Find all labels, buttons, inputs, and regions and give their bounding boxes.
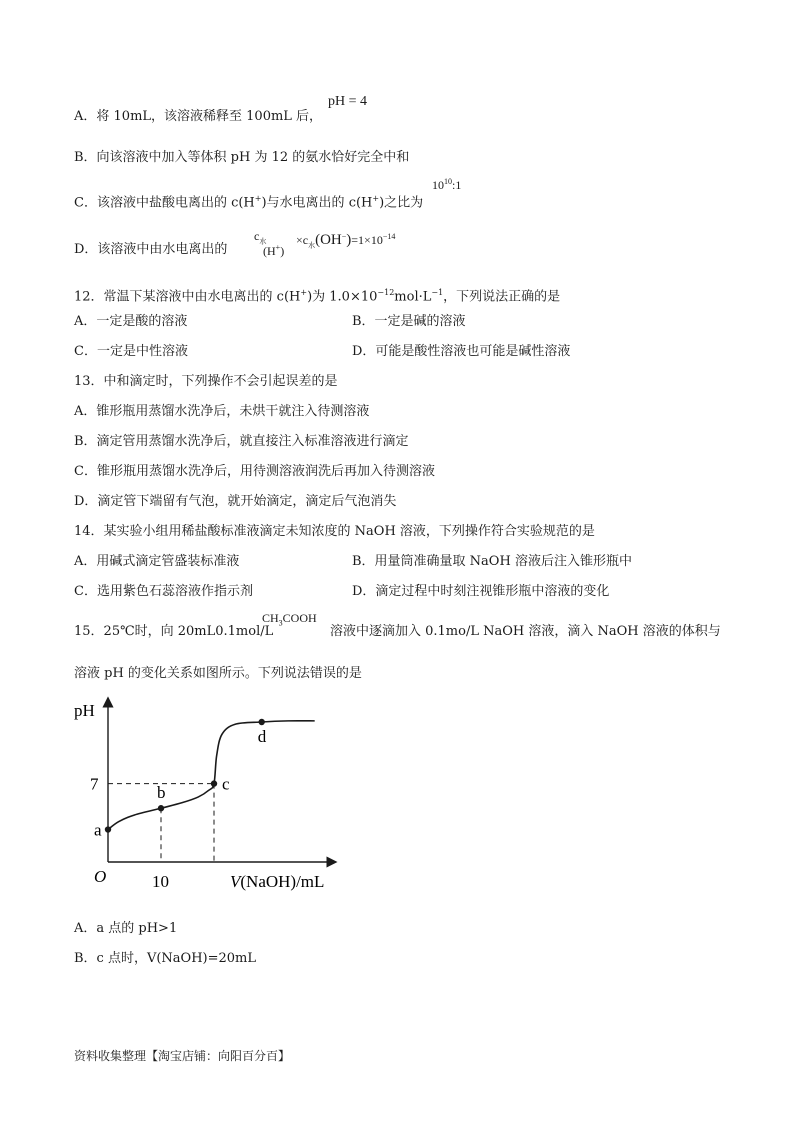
q11-option-a-text: A．将 10mL，该溶液稀释至 100mL 后， <box>74 109 323 124</box>
footer-note: 资料收集整理【淘宝店铺：向阳百分百】 <box>74 1049 291 1063</box>
x-axis-label: V(NaOH)/mL <box>230 872 325 891</box>
q15-stem-formula: $CH_3COOH$ <box>262 611 317 628</box>
q12-option-c: C．一定是中性溶液 <box>74 344 188 359</box>
q13-option-c: C．锥形瓶用蒸馏水洗净后，用待测溶液润洗后再加入待测溶液 <box>74 464 435 479</box>
q15-stem-line2: 溶液 pH 的变化关系如图所示。下列说法错误的是 <box>74 666 362 681</box>
q12-option-a: A．一定是酸的溶液 <box>74 314 188 329</box>
q14-option-c: C．选用紫色石蕊溶液作指示剂 <box>74 584 253 599</box>
q15-option-a: A．a 点的 pH>1 <box>74 921 178 936</box>
q11-option-a-formula: pH = 4 <box>328 94 368 109</box>
x-tick-label: 10 <box>152 872 169 891</box>
point-b <box>158 805 164 811</box>
q14-stem: 14．某实验小组用稀盐酸标准液滴定未知浓度的 NaOH 溶液，下列操作符合实验规范的是 <box>74 524 595 539</box>
q15-option-b: B．c 点时，V(NaOH)=20mL <box>74 951 257 966</box>
origin-label: O <box>94 867 107 886</box>
point-label-d: d <box>257 727 267 746</box>
q11-option-d-hion: (H+) <box>263 243 285 258</box>
point-label-b: b <box>157 783 166 803</box>
point-label-a: a <box>94 820 102 840</box>
q14-option-a: A．用碱式滴定管盛装标准液 <box>74 554 240 569</box>
q13-option-d: D．滴定管下端留有气泡，就开始滴定，滴定后气泡消失 <box>74 494 397 509</box>
q15-stem-line1-end: 溶液中逐滴加入 0.1mo/L NaOH 溶液，滴入 NaOH 溶液的体积与 <box>330 624 721 639</box>
q15-stem-line1-start: 15．25℃时，向 20mL0.1mol/L <box>74 624 274 639</box>
q11-option-b: B．向该溶液中加入等体积 pH 为 12 的氨水恰好完全中和 <box>74 150 410 165</box>
q13-stem: 13．中和滴定时，下列操作不会引起误差的是 <box>74 374 338 389</box>
point-label-c: c <box>222 774 230 794</box>
q13-option-a: A．锥形瓶用蒸馏水洗净后，未烘干就注入待测溶液 <box>74 404 370 419</box>
q11-option-d: D．该溶液中由水电离出的 <box>74 242 228 257</box>
point-c <box>211 780 217 786</box>
q14-option-d: D．滴定过程中时刻注视锥形瓶中溶液的变化 <box>352 584 610 599</box>
q12-option-b: B．一定是碱的溶液 <box>352 314 466 329</box>
q11-option-d-expression: $\times c_水(OH^-)=1\times 10^{-14}$ <box>296 232 396 250</box>
titration-chart <box>70 700 370 900</box>
q13-option-b: B．滴定管用蒸馏水洗净后，就直接注入标准溶液进行滴定 <box>74 434 409 449</box>
q11-option-d-cwater: $c_水$ <box>254 229 267 246</box>
q12-stem: 12．常温下某溶液中由水电离出的 c(H+)为 $1.0\times 10^{-12}mol\cdot L^{-1}$，下列说法正确的是 <box>74 288 561 305</box>
y-tick-label: 7 <box>90 774 99 794</box>
ph-curve <box>108 721 315 830</box>
point-d <box>259 719 265 725</box>
y-axis-label: pH <box>74 701 95 720</box>
q12-option-d: D．可能是酸性溶液也可能是碱性溶液 <box>352 344 571 359</box>
q11-option-c-ratio: $10^{10}:1$ <box>432 177 462 192</box>
q14-option-b: B．用量筒准确量取 NaOH 溶液后注入锥形瓶中 <box>352 554 632 569</box>
q11-option-a <box>74 108 322 126</box>
q11-option-c: C．该溶液中盐酸电离出的 c(H+)与水电离出的 c(H+)之比为 <box>74 194 424 211</box>
point-a <box>105 826 111 832</box>
